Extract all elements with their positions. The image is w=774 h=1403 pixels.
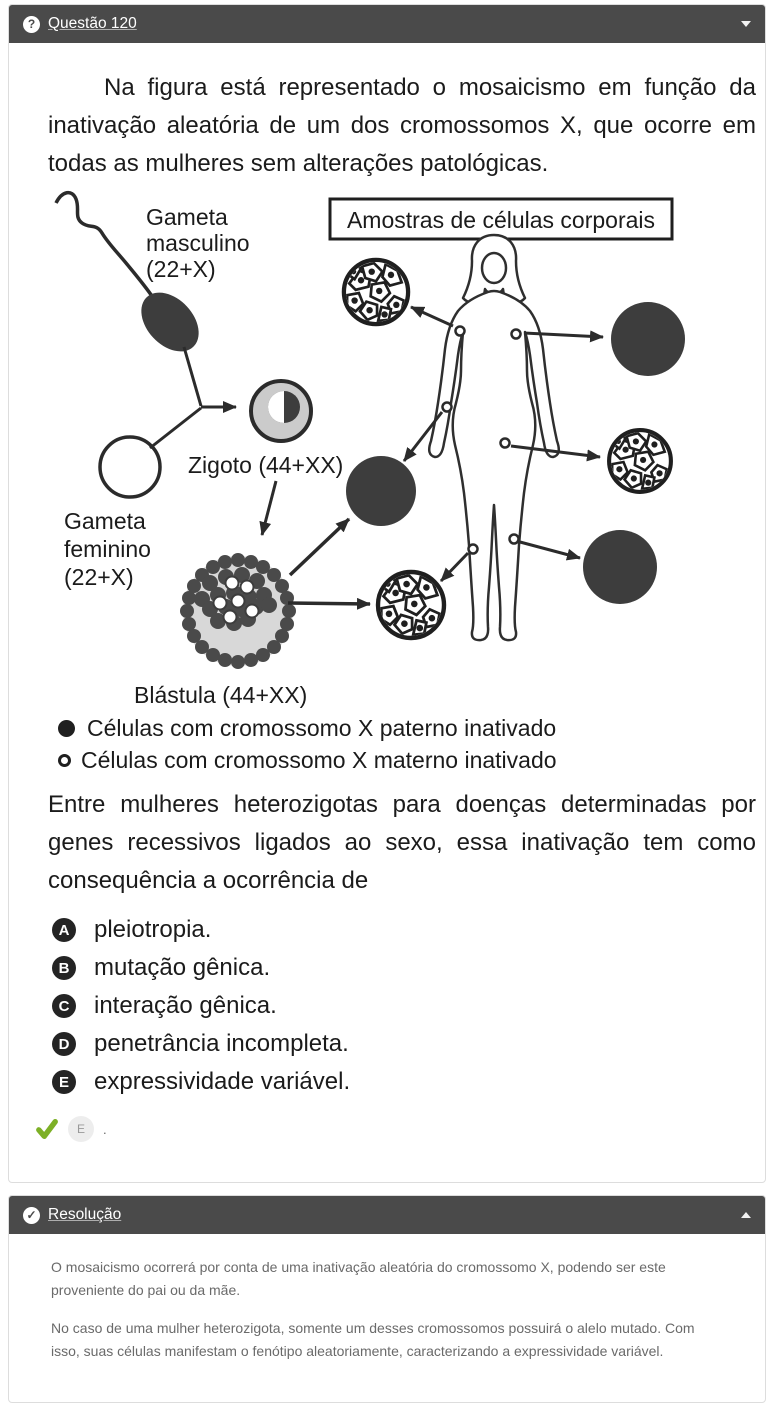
male-gamete-label-line3: (22+X)	[146, 256, 216, 282]
samples-box-label: Amostras de células corporais	[346, 207, 656, 233]
resolution-panel	[8, 1195, 766, 1403]
question-panel-header[interactable]	[9, 5, 765, 43]
check-circle-icon: ✓	[23, 1207, 40, 1224]
option-c: C interação gênica.	[52, 992, 756, 1020]
option-b: B mutação gênica.	[52, 954, 756, 982]
legend-row-paternal	[58, 715, 756, 742]
option-e: E expressividade variável.	[52, 1068, 756, 1096]
option-a-badge: A	[52, 918, 76, 942]
question-intro-text: Na figura está representado o mosaicismo em função da inativação aleatória de um dos cromossomos X, que ocorre em todas as mulheres sem alterações patológicas.	[48, 74, 756, 177]
blastula-label: Blástula (44+XX)	[134, 682, 308, 708]
correct-answer-row	[36, 1116, 750, 1142]
dark-cell-bottom-right	[583, 530, 657, 604]
resolution-body	[9, 1234, 765, 1402]
resolution-title[interactable]: Resolução	[48, 1206, 122, 1223]
caret-down-icon[interactable]	[741, 21, 751, 27]
resolution-panel-header[interactable]	[9, 1196, 765, 1234]
resolution-paragraph-1: O mosaicismo ocorrerá por conta de uma inativação aleatória do cromossomo X, podendo ser este proveniente do pai ou da mãe.	[51, 1259, 666, 1298]
male-gamete-label-line1: Gameta	[146, 204, 228, 230]
tissue-sample-bottom	[378, 572, 444, 638]
options-list	[52, 916, 756, 1096]
option-b-badge: B	[52, 956, 76, 980]
question-panel	[8, 4, 766, 1183]
male-gamete-label-line2: masculino	[146, 230, 250, 256]
option-e-badge: E	[52, 1070, 76, 1094]
question-closing-text: Entre mulheres heterozigotas para doenças determinadas por genes recessivos ligados ao sexo, essa inativação tem como consequência a ocorrência de	[48, 791, 756, 894]
zygote-cell	[251, 381, 311, 441]
option-a: A pleiotropia.	[52, 916, 756, 944]
caret-up-icon[interactable]	[741, 1212, 751, 1218]
zygote-label: Zigoto (44+XX)	[188, 452, 344, 478]
correct-check-icon	[36, 1119, 58, 1139]
female-gamete-label-line3: (22+X)	[64, 564, 134, 590]
question-title[interactable]: Questão 120	[48, 15, 137, 32]
legend-paternal-text: Células com cromossomo X paterno inativado	[87, 715, 557, 741]
dark-cell-right	[611, 302, 685, 376]
filled-circle-icon	[58, 720, 75, 737]
option-d: D penetrância incompleta.	[52, 1030, 756, 1058]
tissue-sample-top-left	[344, 260, 408, 324]
option-c-badge: C	[52, 994, 76, 1018]
question-circle-icon: ?	[23, 16, 40, 33]
tissue-sample-right	[609, 430, 671, 492]
option-d-badge: D	[52, 1032, 76, 1056]
figure-legend	[58, 715, 756, 774]
female-gamete-label-line1: Gameta	[64, 508, 146, 534]
blastula	[180, 553, 296, 669]
dark-cell-middle	[346, 456, 416, 526]
question-panel-body	[9, 43, 765, 1182]
female-body-outline	[429, 235, 559, 640]
answer-suffix: .	[103, 1121, 107, 1137]
mosaicism-figure	[48, 189, 748, 709]
legend-maternal-text: Células com cromossomo X materno inativado	[81, 747, 557, 773]
question-scan	[48, 69, 756, 1096]
resolution-paragraph-2: No caso de uma mulher heterozigota, somente um desses cromossomos possuirá o alelo mutado. Com isso, suas células manifestam o fenótipo aleatoriamente, caracterizando a expressividade variável.	[51, 1320, 695, 1359]
legend-row-maternal	[58, 747, 756, 774]
answer-letter-badge: E	[68, 1116, 94, 1142]
female-gamete-label-line2: feminino	[64, 536, 151, 562]
open-circle-icon	[58, 754, 71, 767]
